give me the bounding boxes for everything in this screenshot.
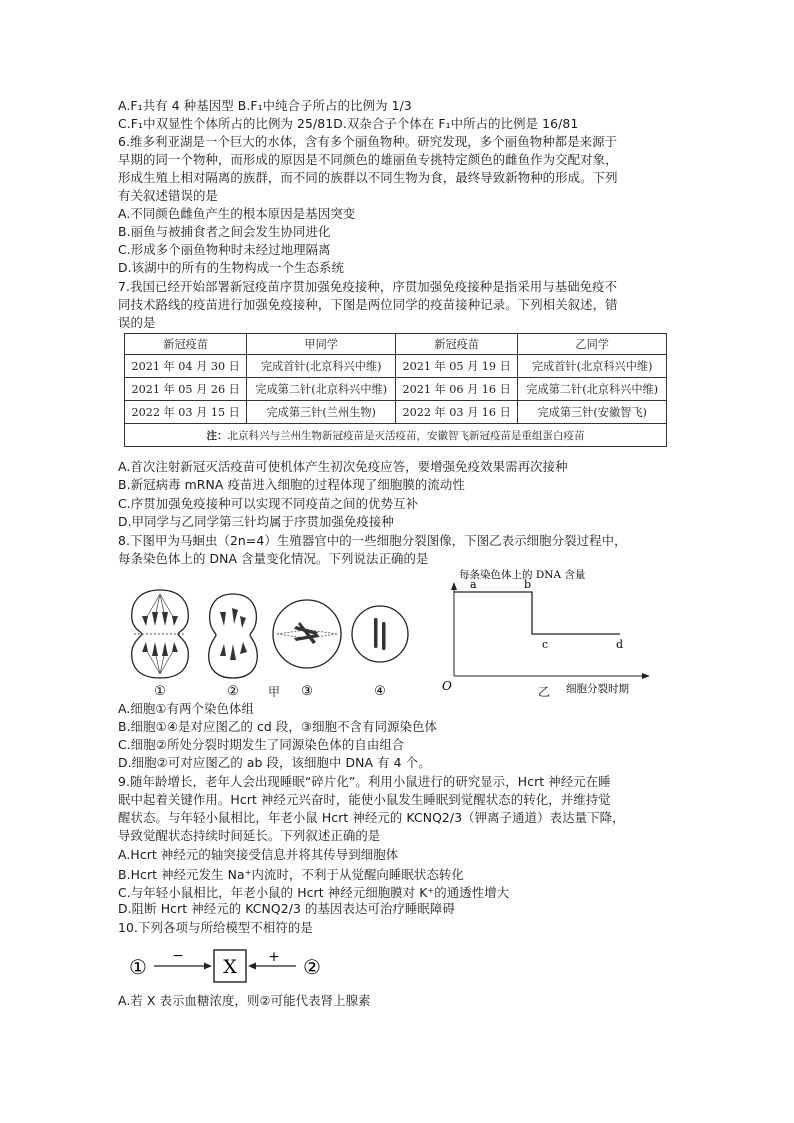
q9-stem-2: 眠中起着关键作用。Hcrt 神经元兴奋时，能使小鼠发生睡眠到觉醒状态的转化，并维持觉 <box>118 792 611 807</box>
cell-1-image <box>132 590 189 678</box>
q6-option-d: D.该湖中的所有的生物构成一个生态系统 <box>118 260 345 275</box>
q7-option-d: D.甲同学与乙同学第三针均属于序贯加强免疫接种 <box>118 514 394 529</box>
q7-stem-1: 7.我国已经开始部署新冠疫苗序贯加强免疫接种，序贯加强免疫接种是指采用与基础免疫不 <box>118 279 618 294</box>
model-sign-plus: + <box>268 949 280 965</box>
point-label-c: c <box>542 638 549 651</box>
cell-label-2: ② <box>227 684 239 699</box>
table-note-row <box>125 424 667 447</box>
q9-option-d: D.阻断 Hcrt 神经元的 KCNQ2/3 的基因表达可治疗睡眠障碍 <box>118 901 455 916</box>
cell-label-1: ① <box>154 684 166 699</box>
cell-3-image <box>273 600 341 668</box>
table-cell: 2021 年 06 月 16 日 <box>395 378 517 401</box>
table-cell: 2021 年 04 月 30 日 <box>125 355 247 378</box>
q9-option-c-sup: + <box>427 886 435 895</box>
q6-stem-2: 早期的同一个物种，而形成的原因是不同颜色的雄丽鱼专挑特定颜色的雌鱼作为交配对象， <box>118 152 618 167</box>
table-cell: 完成第三针(安徽智飞) <box>518 401 667 424</box>
table-cell: 完成第二针(北京科兴中维) <box>518 378 667 401</box>
model-node-1: ① <box>129 955 147 979</box>
q8-option-c: C.细胞②所处分裂时期发生了同源染色体的自由组合 <box>118 737 405 752</box>
table-note <box>125 424 667 447</box>
table-header-cell: 新冠疫苗 <box>125 334 247 355</box>
q9-option-a: A.Hcrt 神经元的轴突接受信息并将其传导到细胞体 <box>118 847 399 862</box>
q8-option-b: B.细胞①④是对应图乙的 cd 段，③细胞不含有同源染色体 <box>118 719 438 734</box>
point-label-b: b <box>524 578 532 591</box>
q8-option-d: D.细胞②可对应图乙的 ab 段，该细胞中 DNA 有 4 个。 <box>118 755 431 770</box>
arrow-left-head <box>204 963 212 970</box>
model-node-2: ② <box>303 955 321 979</box>
q8-option-a: A.细胞①有两个染色体组 <box>118 701 255 716</box>
q6-option-a: A.不同颜色雌鱼产生的根本原因是基因突变 <box>118 206 356 221</box>
q5-options-line1: A.F₁共有 4 种基因型 B.F₁中纯合子所占的比例为 1/3 <box>118 98 412 113</box>
figure-yi-chart <box>440 566 672 702</box>
x-axis-label: 细胞分裂时期 <box>566 683 629 695</box>
cell-2-image <box>209 594 258 678</box>
arrow-right-head <box>248 963 256 970</box>
table-cell: 2021 年 05 月 26 日 <box>125 378 247 401</box>
cell-4-image <box>352 606 408 662</box>
q7-stem-3: 误的是 <box>118 315 156 330</box>
table-cell: 2021 年 05 月 19 日 <box>395 355 517 378</box>
q7-option-a: A.首次注射新冠灭活疫苗可使机体产生初次免疫应答，要增强免疫效果需再次接种 <box>118 459 568 474</box>
cell-label-4: ④ <box>374 684 386 699</box>
table-cell: 2022 年 03 月 16 日 <box>395 401 517 424</box>
q10-option-a: A.若 X 表示血糖浓度，则②可能代表肾上腺素 <box>118 993 371 1008</box>
q9-stem-1: 9.随年龄增长，老年人会出现睡眠“碎片化”。利用小鼠进行的研究显示，Hcrt 神经元在睡 <box>118 774 611 789</box>
q5-options-line2: C.F₁中双显性个体所占的比例为 25/81D.双杂合子个体在 F₁中所占的比例是 16/81 <box>118 116 579 131</box>
q9-option-b-pre: B.Hcrt 神经元发生 Na <box>118 867 245 882</box>
table-cell: 完成第二针(北京科兴中维) <box>247 378 396 401</box>
vaccination-table <box>124 333 667 447</box>
q6-stem-3: 形成生殖上相对隔离的族群，而不同的族群以不同生物为食，最终导致新物种的形成。下列 <box>118 170 618 185</box>
figure-yi-caption: 乙 <box>538 685 551 699</box>
origin-label: O <box>442 679 452 693</box>
table-row <box>125 378 667 401</box>
figure-jia-cells <box>120 582 412 700</box>
y-axis-label: 每条染色体上的 DNA 含量 <box>459 569 586 581</box>
q7-stem-2: 同技术路线的疫苗进行加强免疫接种，下图是两位同学的疫苗接种记录。下列相关叙述，错 <box>118 297 618 312</box>
q6-stem-4: 有关叙述错误的是 <box>118 188 218 203</box>
q10-model-diagram <box>126 946 336 986</box>
q6-option-b: B.丽鱼与被捕食者之间会发生协同进化 <box>118 224 331 239</box>
table-header-cell: 新冠疫苗 <box>395 334 517 355</box>
q9-option-b <box>118 864 464 883</box>
q8-stem-1: 8.下图甲为马蛔虫（2n=4）生殖器官中的一些细胞分裂图像，下图乙表示细胞分裂过程中， <box>118 533 627 548</box>
point-label-d: d <box>616 638 624 651</box>
model-node-x: X <box>223 956 237 978</box>
q6-option-c: C.形成多个丽鱼物种时未经过地理隔离 <box>118 242 331 257</box>
q10-stem: 10.下列各项与所给模型不相符的是 <box>118 920 313 935</box>
point-label-a: a <box>470 578 477 591</box>
q9-stem-3: 醒状态。与年轻小鼠相比，年老小鼠 Hcrt 神经元的 KCNQ2/3（钾离子通道）表达量下降， <box>118 810 625 825</box>
cell-label-3: ③ <box>301 684 313 699</box>
q9-option-c-pre: C.与年轻小鼠相比，年老小鼠的 Hcrt 神经元细胞膜对 K <box>118 885 428 900</box>
table-cell: 完成首针(北京科兴中维) <box>247 355 396 378</box>
table-note-text: 北京科兴与兰州生物新冠疫苗是灭活疫苗，安徽智飞新冠疫苗是重组蛋白疫苗 <box>227 429 585 442</box>
dna-series <box>454 578 623 651</box>
table-header-cell: 甲同学 <box>247 334 396 355</box>
model-sign-minus: − <box>172 948 184 964</box>
table-note-label: 注： <box>206 429 228 442</box>
q9-option-b-post: 内流时，不利于从觉醒向睡眠状态转化 <box>251 867 464 882</box>
x-axis-arrow <box>642 673 650 679</box>
table-cell: 完成首针(北京科兴中维) <box>518 355 667 378</box>
table-cell: 完成第三针(兰州生物) <box>247 401 396 424</box>
q9-stem-4: 导致觉醒状态持续时间延长。下列叙述正确的是 <box>118 828 381 843</box>
q6-stem-1: 6.维多利亚湖是一个巨大的水体，含有多个丽鱼物种。研究发现，多个丽鱼物种都是来源于 <box>118 134 618 149</box>
q7-option-b: B.新冠病毒 mRNA 疫苗进入细胞的过程体现了细胞膜的流动性 <box>118 477 465 492</box>
q9-option-b-sup: + <box>244 868 252 877</box>
q8-stem-2: 每条染色体上的 DNA 含量变化情况。下列说法正确的是 <box>118 551 429 566</box>
q9-option-c <box>118 882 509 901</box>
table-header-row <box>125 334 667 355</box>
table-row <box>125 355 667 378</box>
dna-step-line <box>454 592 620 634</box>
y-axis-arrow <box>451 582 457 590</box>
figure-jia-caption: 甲 <box>268 685 281 699</box>
q7-option-c: C.序贯加强免疫接种可以实现不同疫苗之间的优势互补 <box>118 496 419 511</box>
table-header-cell: 乙同学 <box>518 334 667 355</box>
table-cell: 2022 年 03 月 15 日 <box>125 401 247 424</box>
table-row <box>125 401 667 424</box>
q9-option-c-post: 的通透性增大 <box>434 885 510 900</box>
